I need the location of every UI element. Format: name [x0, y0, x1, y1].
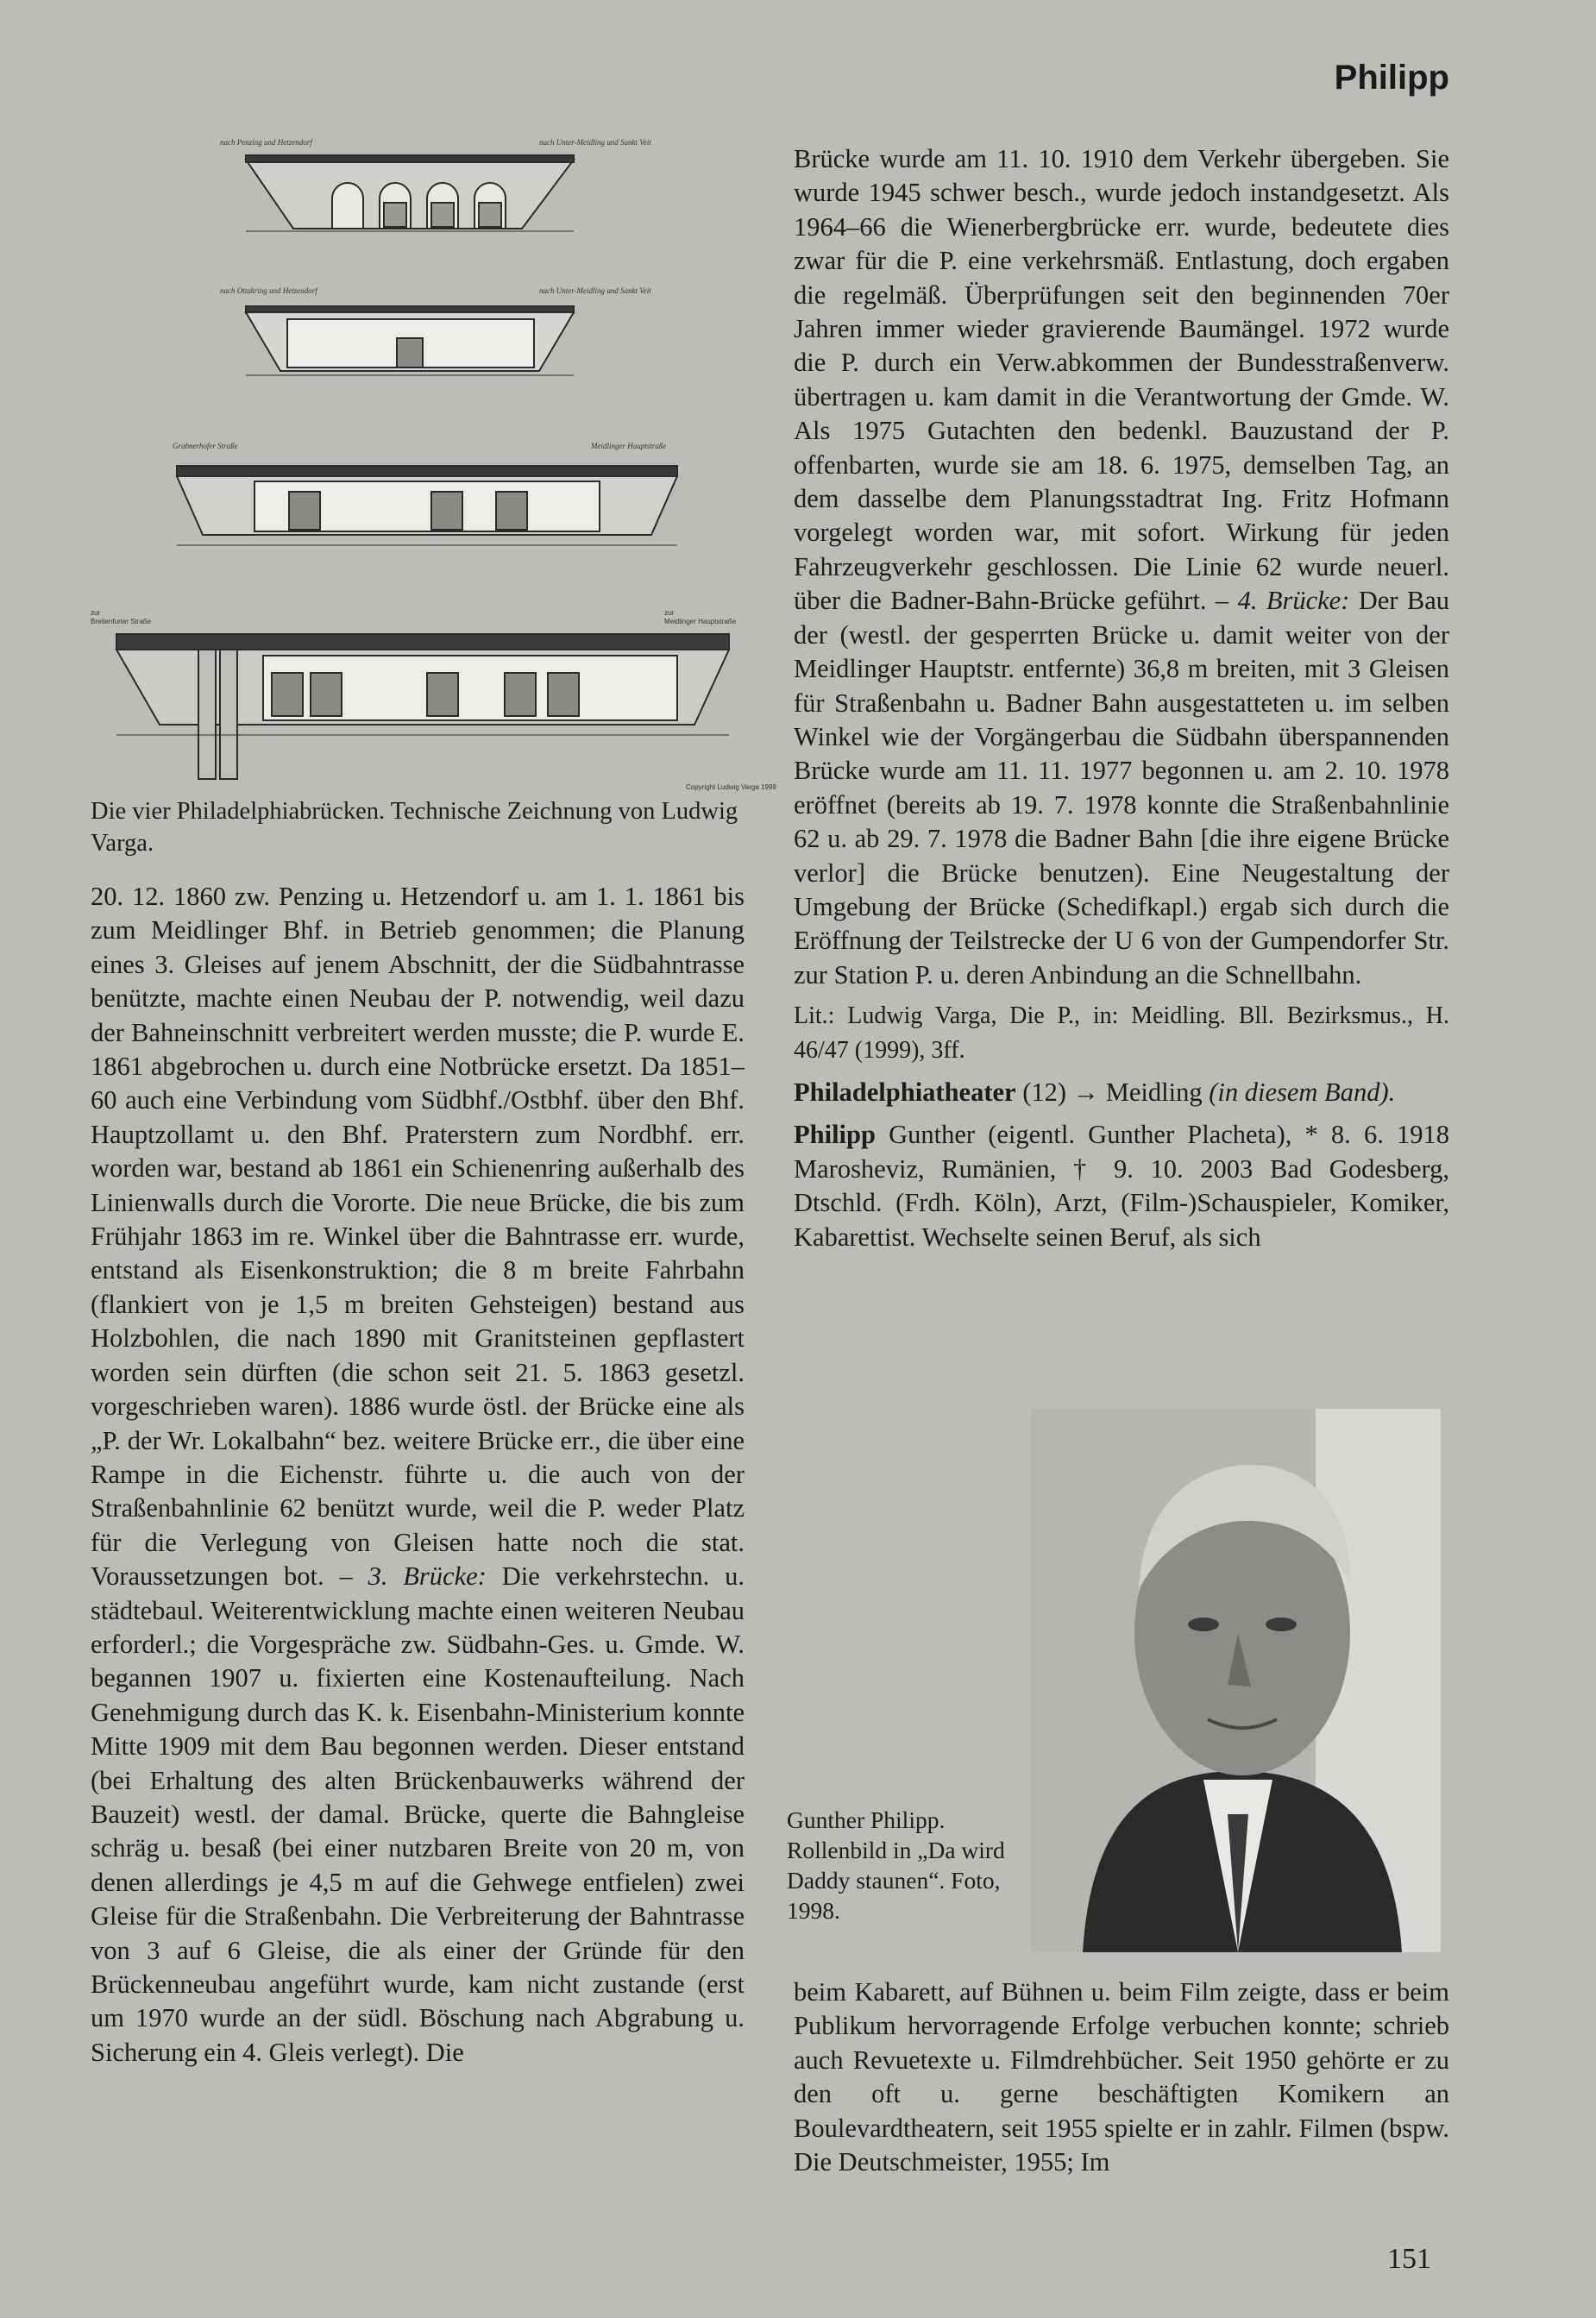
bridge-1-drawing	[246, 155, 574, 231]
drawing-label-1r: nach Unter-Meidling und Sankt Veit	[539, 138, 651, 147]
subheading-3-bruecke: 3. Brücke:	[368, 1561, 487, 1592]
subheading-4-bruecke: 4. Brücke:	[1237, 586, 1350, 616]
running-title: Philipp	[1334, 59, 1449, 97]
bridge-2-drawing	[246, 306, 574, 375]
drawing-label-3r: Meidlinger Hauptstraße	[591, 442, 667, 450]
drawing-label-4l-b: Breitenfurter Straße	[91, 618, 152, 625]
drawing-signature: Copyright Ludwig Varga 1999	[686, 783, 776, 791]
right-paragraph-bottom: beim Kabarett, auf Bühnen u. beim Film zeigte, dass er beim Publikum hervorragende Erfolge verbuchen konnte; schrieb auch Revuetexte u. Filmdrehbücher. Seit 1950 gehörte er zu den oft u. gerne beschäftigten Komikern an Boulevardtheatern, seit 1955 spielte er in zahlr. Filmen (bspw. Die Deutschmeister, 1955; Im	[794, 1977, 1449, 2177]
portrait-photo	[1031, 1409, 1441, 1952]
left-paragraph: 20. 12. 1860 zw. Penzing u. Hetzendorf u. am 1. 1. 1861 bis zum Meidlinger Bhf. in Betrieb genommen; die Planung eines 3. Gleises auf jenem Abschnitt, der die Südbahntrasse benützte, machte einen Neubau der P. notwendig, weil dazu der Bahneinschnitt verbreitert werden musste; die P. wurde E. 1861 abgebrochen u. durch eine Notbrücke ersetzt. Da 1851–60 auch eine Verbindung vom Südbhf./Ostbhf. über den Bhf. Hauptzollamt u. den Bhf. Praterstern zum Nordbhf. err. worden war, bestand ab 1861 ein Schienenring außerhalb des Linienwalls durch die Vororte. Die neue Brücke, die bis zum Frühjahr 1863 im re. Winkel über die Bahntrasse err. wurde, entstand als Eisenkonstruktion; die 8 m breite Fahrbahn (flankiert von je 1,5 m breiten Gehsteigen) bestand aus Holzbohlen, die nach 1890 mit Granitsteinen gepflastert worden sein dürften (die schon seit 21. 5. 1863 gesetzl. vorgeschrieben waren). 1886 wurde östl. der Brücke eine als „P. der Wr. Lokalbahn“ bez. weitere Brücke err., die über eine Rampe in die Eichenstr. führte u. die auch von der Straßenbahnlinie 62 benützt wurde, weil die P. weder Platz für die Verlegung von Gleisen hatte noch die stat. Voraussetzungen bot. – 3. Brücke: Die verkehrstechn. u. städtebaul. Weiterentwicklung machte einen weiteren Neubau erforderl.; die Vorgespräche zw. Südbahn-Ges. u. Gmde. W. begannen 1907 u. fixierten eine Kostenaufteilung. Nach Genehmigung durch das K. k. Eisenbahn-Ministerium konnte Mitte 1909 mit dem Bau begonnen werden. Dieser entstand (bei Erhaltung des alten Brückenbauwerks während der Bauzeit) westl. der damal. Brücke, querte die Bahngleise schräg u. besaß (bei einer nutzbaren Breite von 20 m, von denen allerdings je 4,5 m auf die Gehwege entfielen) zwei Gleise für die Straßenbahn. Die Verbreiterung der Bahntrasse von 3 auf 6 Gleise, die als einer der Gründe für den Brückenneubau angeführt wurde, kam nicht zustande (erst um 1970 wurde an der südl. Böschung nach Abgrabung u. Sicherung ein 4. Gleis verlegt). Die	[91, 882, 745, 2067]
bridge-4-drawing	[116, 634, 729, 779]
right-column	[794, 142, 1449, 1254]
entry-philipp: Philipp Gunther (eigentl. Gunther Placheta), * 8. 6. 1918 Marosheviz, Rumänien, † 9. 10. 2003 Bad Godesberg, Dtschld. (Frdh. Köln), Arzt, (Film-)Schauspieler, Komiker, Kabarettist. Wechselte seinen Beruf, als sich	[794, 1120, 1450, 1252]
cross-reference-link[interactable]: Meidling	[1105, 1077, 1203, 1107]
photo-caption: Gunther Philipp. Rollenbild in „Da wird Daddy staunen“. Foto, 1998.	[787, 1806, 1005, 1924]
drawing-label-4r-b: Meidlinger Hauptstraße	[664, 618, 737, 625]
drawing-label-2r: nach Unter-Meidling und Sankt Veit	[539, 286, 651, 295]
drawing-label-3l: Grabnerhofer Straße	[173, 442, 238, 450]
entry-philadelphiatheater: Philadelphiatheater (12) → Meidling (in diesem Band).	[794, 1077, 1396, 1107]
literature-reference: Lit.: Ludwig Varga, Die P., in: Meidling. Bll. Bezirksmus., H. 46/47 (1999), 3ff.	[794, 1002, 1449, 1064]
right-paragraph: Brücke wurde am 11. 10. 1910 dem Verkehr übergeben. Sie wurde 1945 schwer besch., wurde jedoch instandgesetzt. Als 1964–66 die Wienerbergbrücke err. wurde, bedeutete dies zwar für die P. eine verkehrsmäß. Entlastung, doch ergaben die regelmäß. Überprüfungen seit den beginnenden 70er Jahren immer wieder gravierende Baumängel. 1972 wurde die P. durch ein Verw.abkommen der Bundesstraßenverw. übertragen u. kam damit in die Verantwortung der Gmde. W. Als 1975 Gutachten den bedenkl. Bauzustand der P. offenbarten, wurde sie am 18. 6. 1975, demselben Tag, an dem dasselbe dem Planungsstadtrat Ing. Fritz Hofmann vorgelegt worden war, mit sofort. Wirkung für jeden Fahrzeugverkehr geschlossen. Die Linie 62 wurde neuerl. über die Badner-Bahn-Brücke geführt. – 4. Brücke: Der Bau der (westl. der gesperrten Brücke u. damit weiter von der Meidlinger Hauptstr. entfernte) 36,8 m breiten, mit 3 Gleisen für Straßenbahn u. Badner Bahn ausgestatteten u. im selben Winkel wie der Vorgängerbau die Südbahn überspannenden Brücke wurde am 11. 11. 1977 begonnen u. am 2. 10. 1978 eröffnet (bereits ab 19. 7. 1978 konnte die Straßenbahnlinie 62 u. ab 29. 7. 1978 die Badner Bahn [die ihre eigene Brücke verlor] die Brücke benutzen). Eine Neugestaltung der Umgebung der Brücke (Schedifkapl.) ergab sich durch die Eröffnung der Teilstrecke der U 6 von der Gumpendorfer Str. zur Station P. u. deren Anbindung an die Schnellbahn.	[794, 144, 1449, 989]
right-column-continued	[794, 1976, 1449, 2179]
figure-caption: Die vier Philadelphiabrücken. Technische Zeichnung von Ludwig Varga.	[91, 798, 738, 857]
drawing-label-1l: nach Penzing und Hetzendorf	[220, 138, 312, 147]
drawing-label-4l-a: zur	[91, 609, 101, 617]
bridge-3-drawing	[177, 466, 677, 545]
page-number: 151	[1387, 2243, 1431, 2275]
left-column	[91, 880, 745, 2070]
drawing-label-2l: nach Ottakring und Hetzendorf	[220, 286, 317, 295]
bridge-technical-drawing	[91, 121, 776, 794]
drawing-label-4r-a: zur	[664, 609, 675, 617]
